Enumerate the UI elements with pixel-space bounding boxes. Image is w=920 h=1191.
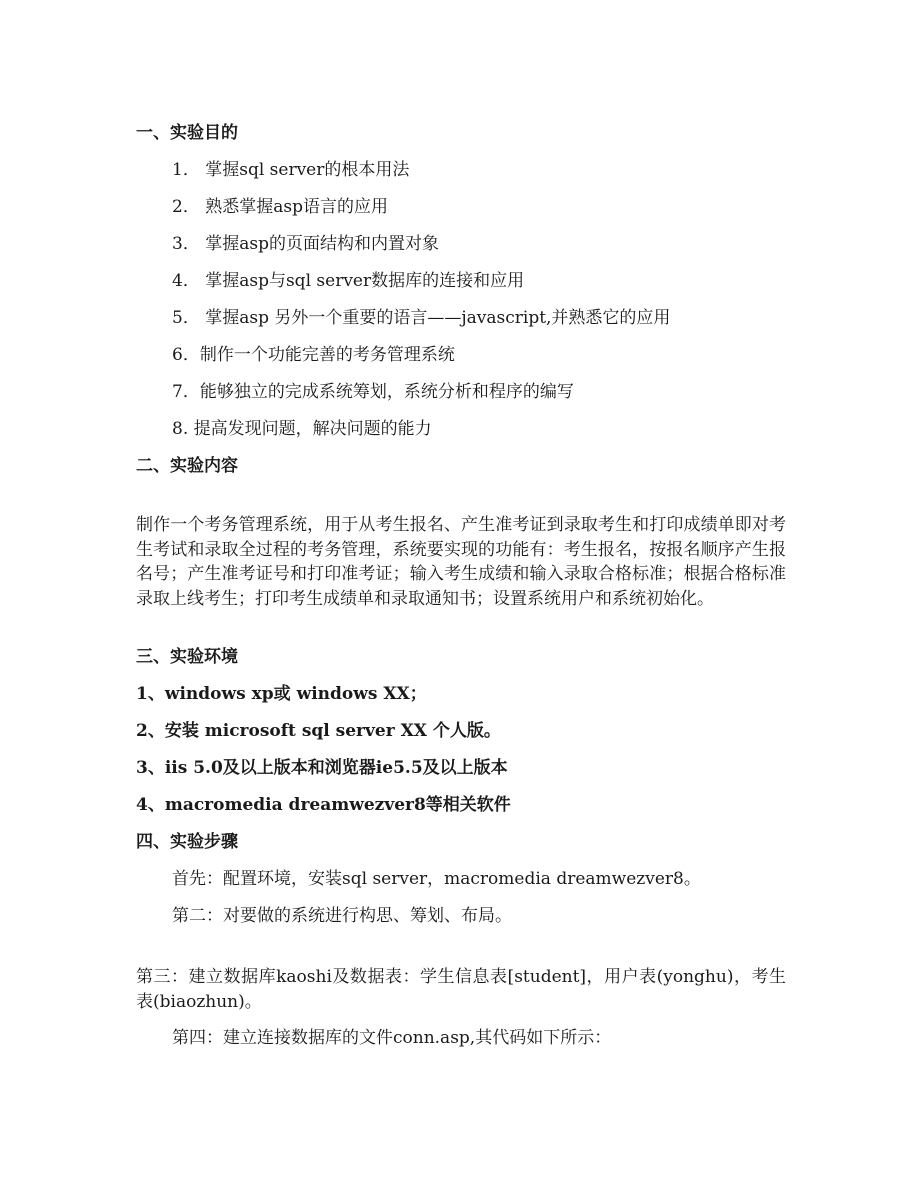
section-heading-content: 二、实验内容 [136,456,238,476]
step-1: 首先：配置环境，安装sql server，macromedia dreamwezver8。 [172,869,701,889]
environment-item-4: 4、macromedia dreamwezver8等相关软件 [136,795,511,815]
section-heading-steps: 四、实验步骤 [136,832,238,852]
environment-item-2: 2、安装 microsoft sql server XX 个人版。 [136,721,501,741]
objective-item-6: 6．制作一个功能完善的考务管理系统 [172,345,455,365]
objective-item-1: 1． 掌握sql server的根本用法 [172,160,410,180]
objective-item-7: 7．能够独立的完成系统筹划，系统分析和程序的编写 [172,382,574,402]
objective-item-2: 2． 熟悉掌握asp语言的应用 [172,197,388,217]
environment-item-1: 1、windows xp或 windows XX； [136,684,427,704]
section-heading-environment: 三、实验环境 [136,647,238,667]
objective-item-3: 3． 掌握asp的页面结构和内置对象 [172,234,439,254]
content-paragraph: 制作一个考务管理系统，用于从考生报名、产生准考证到录取考生和打印成绩单即对考生考试和录取全过程的考务管理，系统要实现的功能有：考生报名，按报名顺序产生报名号；产生准考证号和打印准考证；输入考生成绩和输入录取合格标准；根据合格标准录取上线考生；打印考生成绩单和录取通知书；设置系统用户和系统初始化。 [136,515,786,609]
objective-item-4: 4． 掌握asp与sql server数据库的连接和应用 [172,271,525,291]
environment-item-3: 3、iis 5.0及以上版本和浏览器ie5.5及以上版本 [136,758,508,778]
step-4: 第四：建立连接数据库的文件conn.asp,其代码如下所示： [172,1028,612,1048]
objective-item-5: 5． 掌握asp 另外一个重要的语言——javascript,并熟悉它的应用 [172,308,671,328]
objective-item-8: 8. 提高发现问题，解决问题的能力 [172,419,432,439]
section-heading-objectives: 一、实验目的 [136,123,238,143]
step-3: 第三：建立数据库kaoshi及数据表：学生信息表[student]，用户表(yonghu)，考生表(biaozhun)。 [136,967,786,1012]
step-2: 第二：对要做的系统进行构思、筹划、布局。 [172,906,512,926]
